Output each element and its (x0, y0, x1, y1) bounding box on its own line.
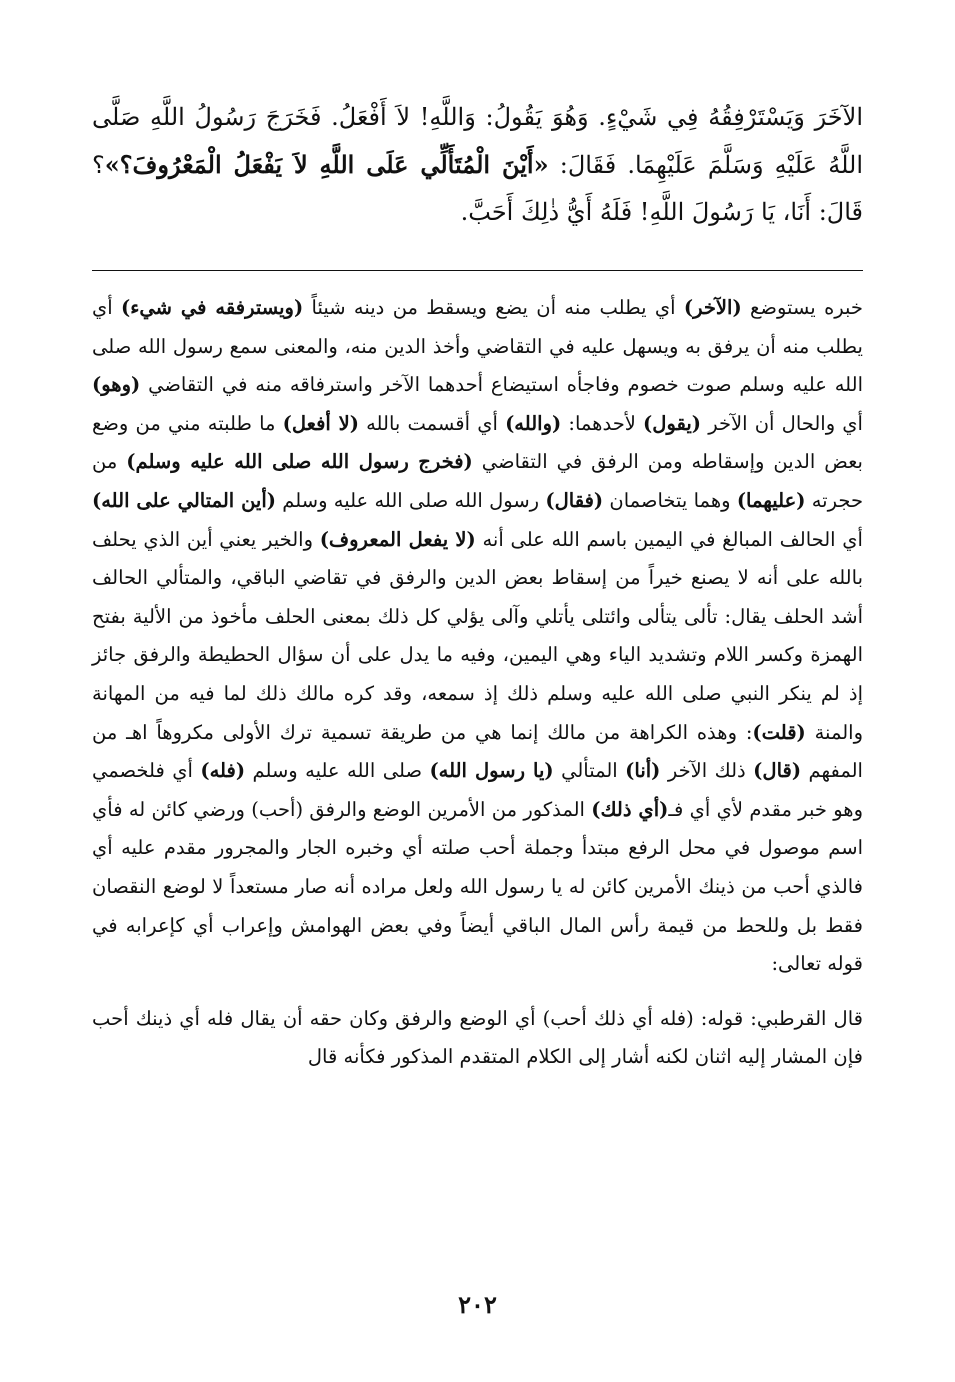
commentary-text-run: لأحدهما: (561, 411, 644, 435)
hadith-paragraph (92, 94, 863, 236)
commentary-keyword: (يقول) (643, 411, 702, 435)
commentary-paragraph-2: قال القرطبي: قوله: (فله أي ذلك أحب) أي الوضع والرفق وكان حقه أن يقال فله أي ذينك أحب فإن المشار إليه اثنان لكنه أشار إلى الكلام المتقدم المذكور فكأنه قال (92, 1006, 863, 1069)
commentary-keyword: (أي ذلك) (591, 797, 669, 821)
commentary-keyword: (والله) (505, 411, 562, 435)
commentary-text-run: أي أقسمت بالله (358, 411, 506, 435)
commentary-keyword: (يا رسول الله) (429, 759, 554, 783)
commentary-text-run: أي يطلب منه أن يرفق به ويسهل عليه في التقاضي وأخذ الدين منه، والمعنى سمع رسول الله صلى الله عليه وسلم صوت خصوم وفاجأه استيضاع أحدهما الآخر واسترفاقه منه في التقاضي (92, 296, 863, 397)
commentary-keyword: (أنا) (625, 759, 661, 783)
hadith-quote: «أَيْنَ الْمُتَأَلِّي عَلَى اللَّهِ لاَ يَفْعَلُ الْمَعْرُوفَ؟» (104, 150, 549, 179)
commentary-keyword: (فقال) (545, 488, 604, 512)
commentary-text-run: خبره يستوضع (741, 296, 863, 319)
commentary-text-run: ورضي كائن له فأي اسم موصول في محل الرفع مبتدأ وجملة أحب صلته أي وخبره الجار والمجرور مقدم عليه أي فالذي أحب من ذينك الأمرين كائن له يا رسول الله ولعل مراده أنه صار مستعداً لا لوضع النقصان فقط بل وللحط من قيمة رأس المال الباقي أيضاً وفي بعض الهوامش وإعراب أي كإعرابه في قوله تعالى: (92, 797, 863, 976)
commentary-keyword: (لا أفعل) (282, 411, 359, 435)
page-number: ٢٠٢ (458, 1290, 497, 1319)
hadith-segment-3: ؟ قَالَ: أَنَا، يَا رَسُولَ اللَّهِ! فَلَهُ أَيُّ ذٰلِكَ أَحَبَّ. (92, 151, 863, 226)
commentary-text-run: : وهذه الكراهة من مالك إنما هي من طريقة تسمية ترك الأولى مكروهاً اهـ من المفهم (92, 720, 863, 783)
commentary-text-run: والخير يعني أين الذي يحلف بالله على أنه لا يصنع خيراً من إسقاط بعض الدين والرفق في تقاضي الباقي، والمتألي الحالف أشد الحلف يقال: تألى يتألى وائتلى يأتلي وآلى يؤلي كل ذلك بمعنى الحلف مأخوذ من الألية بفتح الهمزة وكسر اللام وتشديد الياء وهي اليمين، وفيه ما يدل على أن سؤال الحطيطة والرفق جائز إذ لم ينكر النبي صلى الله عليه وسلم ذلك إذ سمعه، وقد كره مالك ذلك لما فيه من المهانة والمنة (92, 527, 863, 744)
hadith-text (92, 94, 863, 236)
commentary-keyword: (أين المتالي على الله) (92, 488, 277, 512)
commentary-text-run: ذلك الآخر (660, 759, 754, 783)
commentary-paragraph-1 (92, 289, 863, 984)
commentary-text (92, 289, 863, 1077)
quran-verse: (أحب) (251, 797, 304, 821)
commentary-keyword: (ويسترفقه في شيء) (121, 296, 304, 319)
commentary-keyword: (لا يفعل المعروف) (319, 527, 476, 551)
commentary-text-run: وهما يتخاصمان (603, 488, 737, 512)
commentary-keyword: (قال) (753, 759, 802, 783)
commentary-text-run: رسول الله صلى الله عليه وسلم (276, 488, 546, 512)
commentary-keyword: (الآخر) (683, 296, 742, 319)
commentary-text-run: أي والحال أن الآخر (701, 411, 863, 435)
section-divider (92, 270, 863, 271)
commentary-text-run: المتألي (553, 759, 626, 783)
commentary-keyword: (عليهما) (736, 488, 806, 512)
commentary-text-run: أي فلخصمي وهو خبر مقدم لأي أي فـ (92, 759, 863, 821)
commentary-text-run: أي الحالف المبالغ في اليمين باسم الله على أنه (475, 527, 863, 551)
commentary-text-run: أي يطلب منه أن يضع ويسقط من دينه شيئاً (303, 296, 684, 319)
commentary-keyword: (فله) (200, 759, 246, 783)
commentary-text-run: صلى الله عليه وسلم (245, 759, 430, 783)
commentary-keyword: (وهو) (92, 373, 141, 397)
commentary-text-run: المذكور من الأمرين الوضع والرفق (303, 797, 592, 821)
commentary-text-run: من حجرته (92, 450, 864, 512)
commentary-keyword: (قلت) (752, 720, 806, 744)
commentary-text-run: ما طلبته مني من وضع بعض الدين وإسقاطه ومن الرفق في التقاضي (92, 411, 863, 474)
commentary-keyword: (فخرج رسول الله صلى الله عليه وسلم) (126, 450, 473, 474)
hadith-segment-1: الآخَرَ وَيَسْتَرْفِقُهُ فِي شَيْءٍ. وَهُوَ يَقُولُ: وَاللَّهِ! لاَ أَفْعَلُ. فَخَرَجَ رَسُولُ اللَّهِ صَلَّى اللَّهُ عَلَيْهِ وَسَلَّمَ عَلَيْهِمَا. فَقَالَ: (92, 103, 864, 179)
